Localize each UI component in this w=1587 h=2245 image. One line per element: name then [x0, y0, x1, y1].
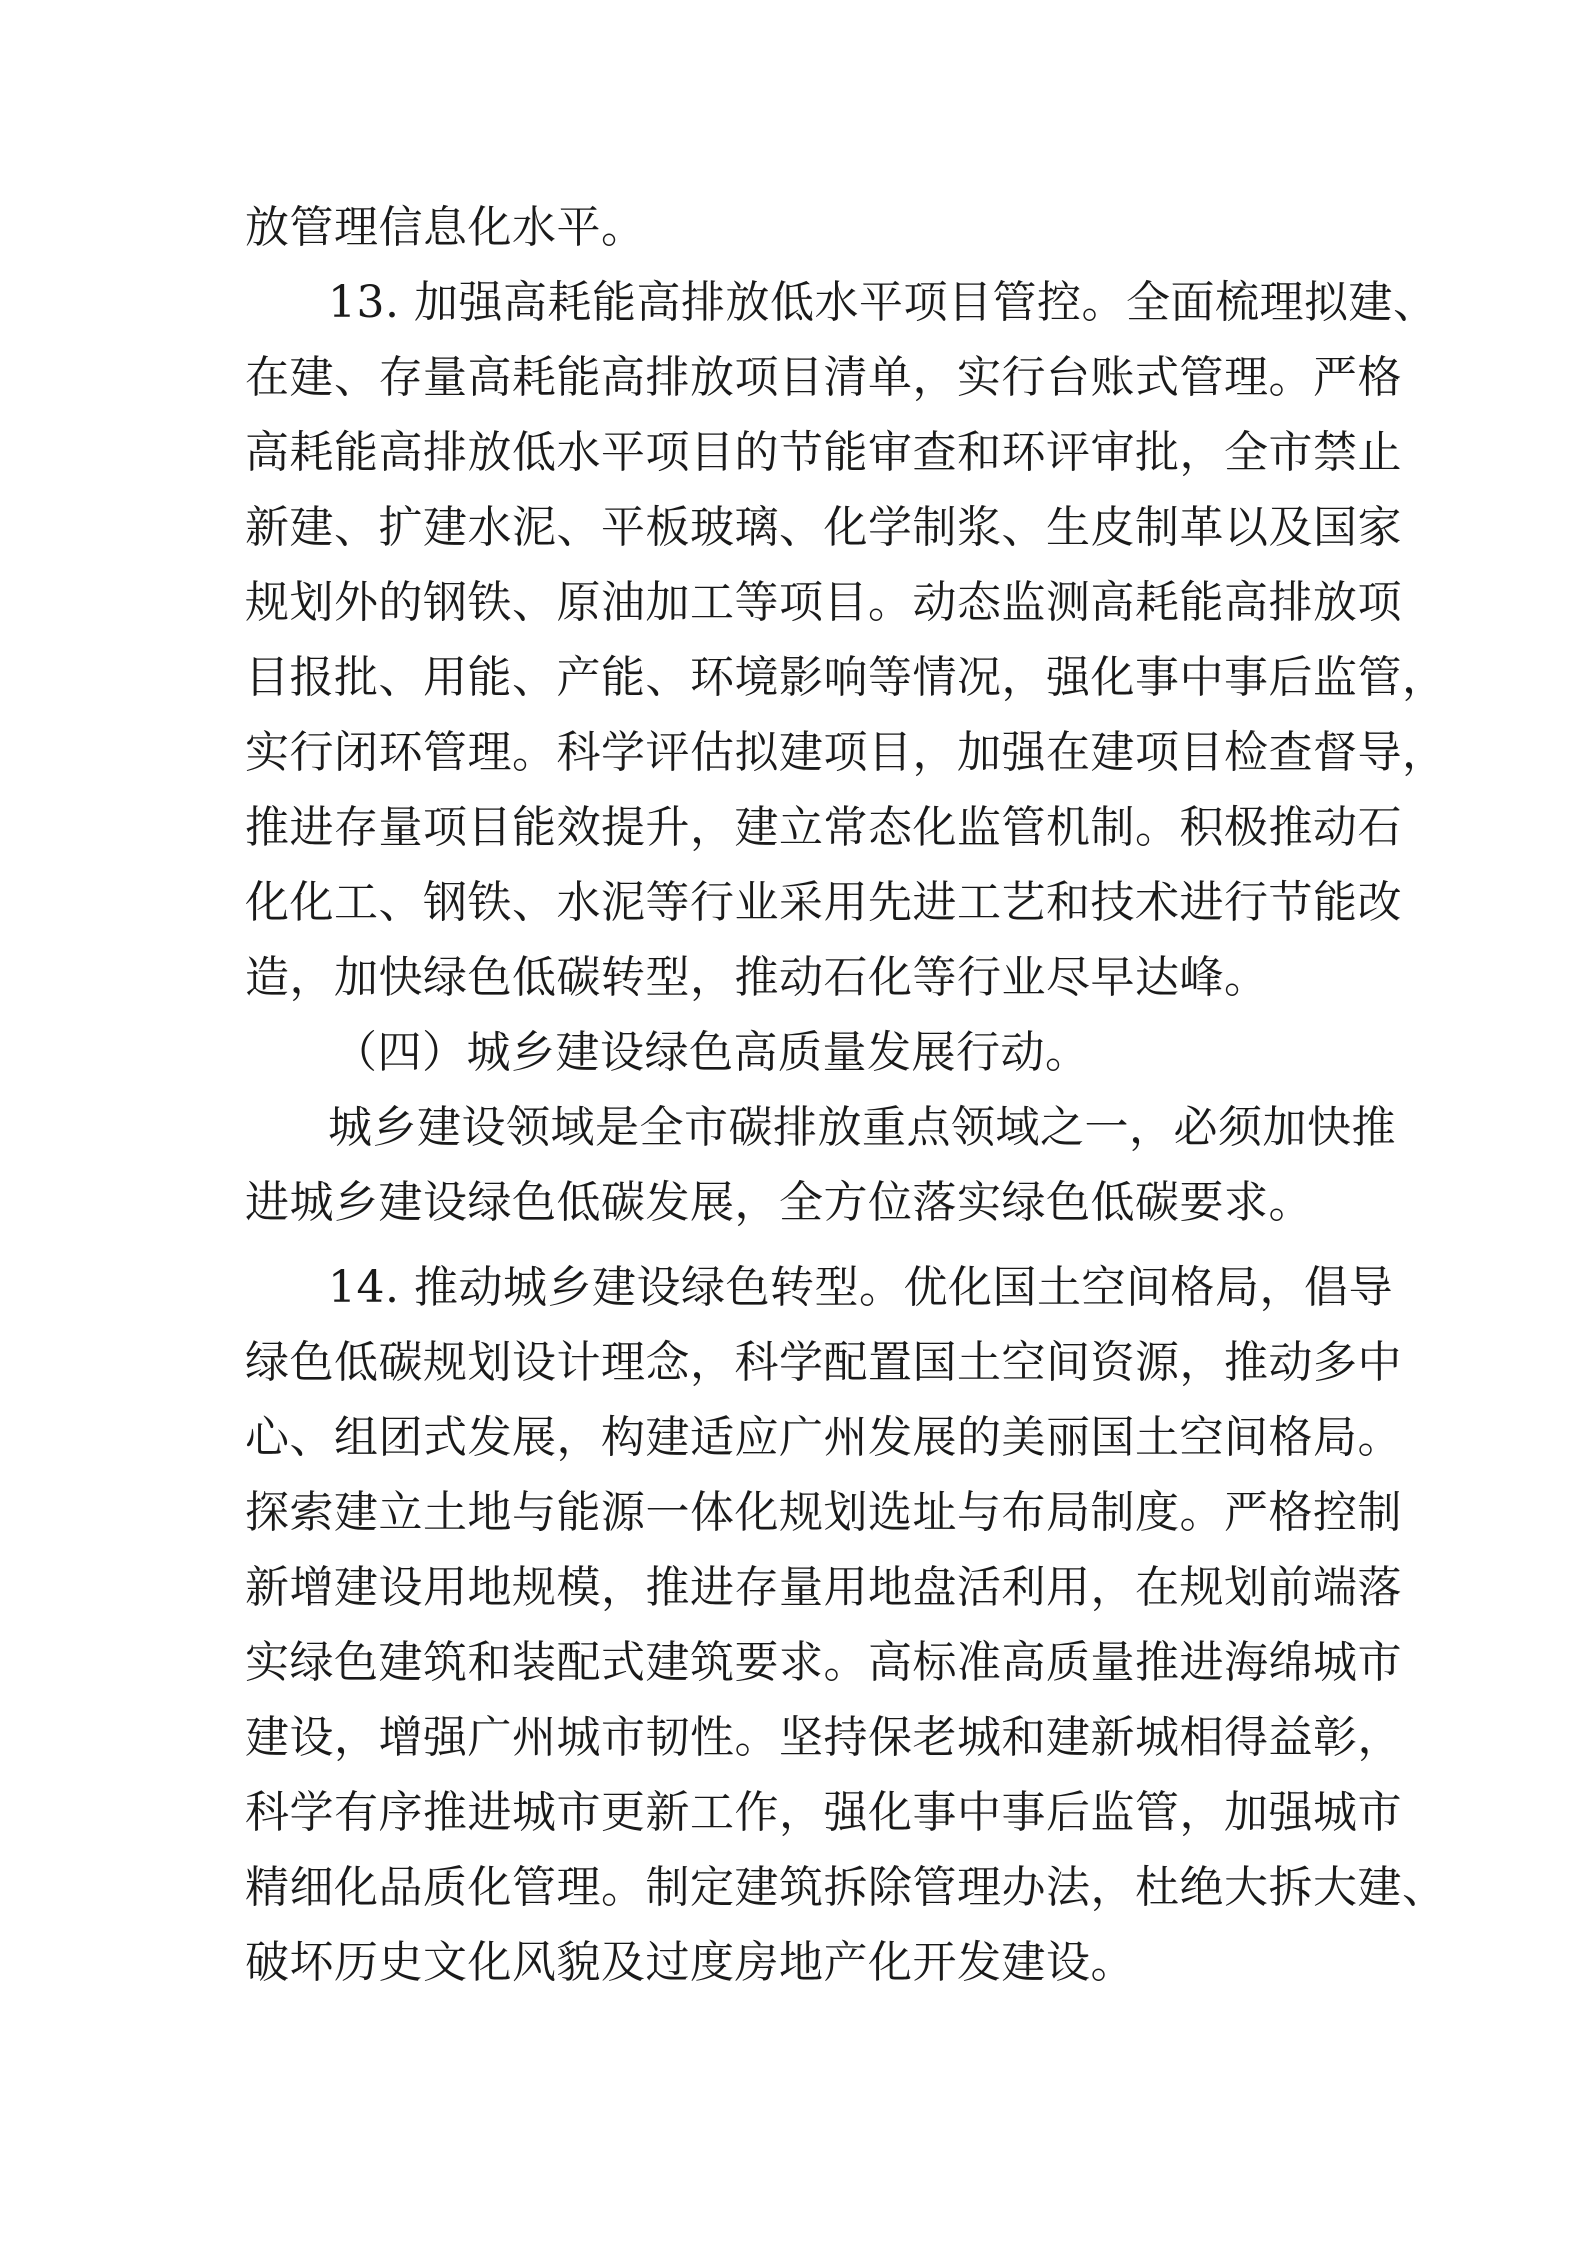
text-line: 精细化品质化管理。制定建筑拆除管理办法，杜绝大拆大建、 [245, 1862, 1447, 1913]
text-line: 进城乡建设绿色低碳发展，全方位落实绿色低碳要求。 [245, 1177, 1313, 1228]
text-line: 新增建设用地规模，推进存量用地盘活利用，在规划前端落 [245, 1562, 1402, 1613]
text-line: 实绿色建筑和装配式建筑要求。高标准高质量推进海绵城市 [245, 1637, 1402, 1688]
text-line: 造，加快绿色低碳转型，推动石化等行业尽早达峰。 [245, 952, 1269, 1003]
text-line: 规划外的钢铁、原油加工等项目。动态监测高耗能高排放项 [245, 577, 1402, 628]
text-line: 心、组团式发展，构建适应广州发展的美丽国土空间格局。 [245, 1412, 1402, 1463]
text-line: 推进存量项目能效提升，建立常态化监管机制。积极推动石 [245, 802, 1402, 853]
text-line: 化化工、钢铁、水泥等行业采用先进工艺和技术进行节能改 [245, 877, 1402, 928]
text-line: 高耗能高排放低水平项目的节能审查和环评审批，全市禁止 [245, 427, 1402, 478]
text-line: 新建、扩建水泥、平板玻璃、化学制浆、生皮制革以及国家 [245, 502, 1402, 553]
text-line: 14. 推动城乡建设绿色转型。优化国土空间格局，倡导 [328, 1262, 1393, 1313]
text-line: 实行闭环管理。科学评估拟建项目，加强在建项目检查督导， [245, 727, 1447, 778]
text-line: 目报批、用能、产能、环境影响等情况，强化事中事后监管， [245, 652, 1447, 703]
text-line: 探索建立土地与能源一体化规划选址与布局制度。严格控制 [245, 1487, 1402, 1538]
text-line: 放管理信息化水平。 [245, 202, 646, 253]
text-line: 建设，增强广州城市韧性。坚持保老城和建新城相得益彰， [245, 1712, 1402, 1763]
text-line: 破坏历史文化风貌及过度房地产化开发建设。 [245, 1937, 1135, 1988]
text-line: 13. 加强高耗能高排放低水平项目管控。全面梳理拟建、 [328, 277, 1438, 328]
section-heading: （四）城乡建设绿色高质量发展行动。 [333, 1027, 1090, 1078]
text-line: 科学有序推进城市更新工作，强化事中事后监管，加强城市 [245, 1787, 1402, 1838]
text-line: 在建、存量高耗能高排放项目清单，实行台账式管理。严格 [245, 352, 1402, 403]
text-line: 绿色低碳规划设计理念，科学配置国土空间资源，推动多中 [245, 1337, 1402, 1388]
text-line: 城乡建设领域是全市碳排放重点领域之一，必须加快推 [328, 1102, 1396, 1153]
